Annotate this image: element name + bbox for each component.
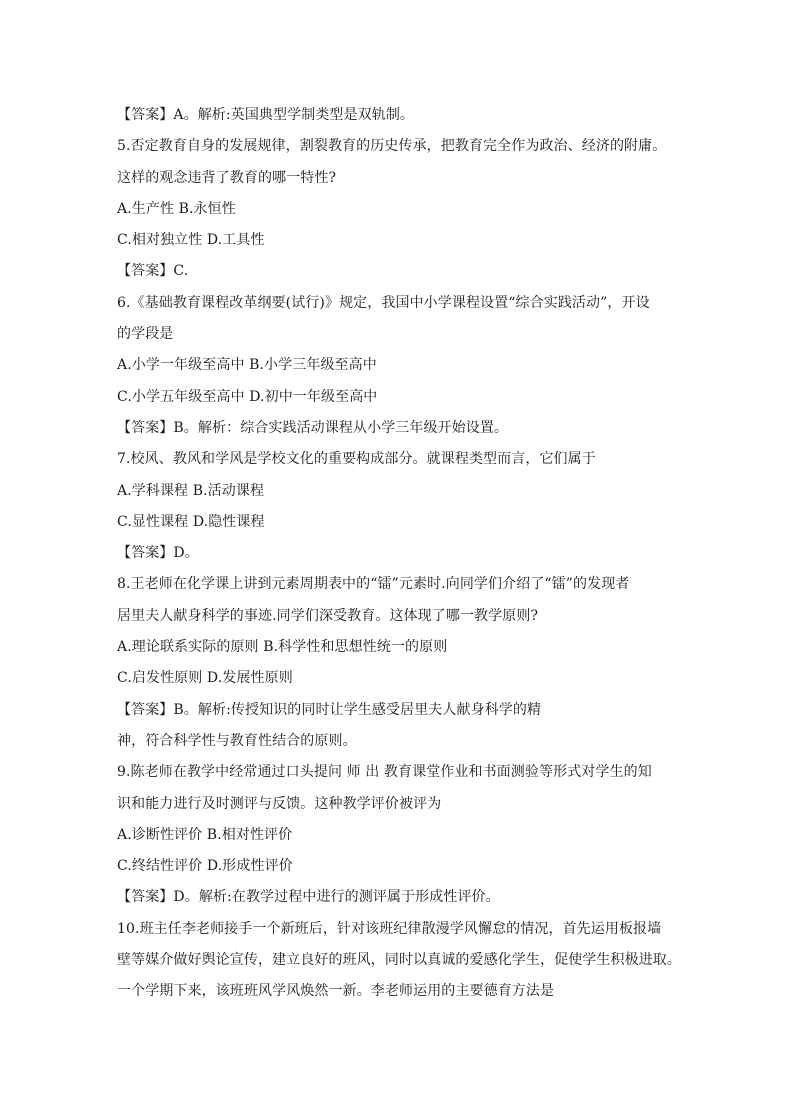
option-line: A.诊断性评价 B.相对性评价 — [117, 826, 293, 843]
question-10-line: 一个学期下来，该班班风学风焕然一新。李老师运用的主要德育方法是 — [117, 983, 555, 1000]
option-line: C.小学五年级至高中 D.初中一年级至高中 — [117, 388, 378, 405]
option-line: A.小学一年级至高中 B.小学三年级至高中 — [117, 357, 377, 374]
question-6-line: 的学段是 — [117, 326, 174, 343]
question-6-line: 6.《基础教育课程改革纲要(试行)》规定，我国中小学课程设置“综合实践活动”，开设 — [117, 294, 650, 311]
option-line: A.学科课程 B.活动课程 — [117, 482, 265, 499]
answer-line: 【答案】D。解析:在教学过程中进行的测评属于形成性评价。 — [117, 889, 500, 906]
question-10-line: 壁等媒介做好舆论宣传，建立良好的班风，同时以真诚的爱感化学生，促使学生积极进取。 — [117, 952, 681, 969]
answer-line: 【答案】A。解析:英国典型学制类型是双轨制。 — [117, 107, 415, 123]
question-5-line: 这样的观念违背了教育的哪一特性? — [117, 169, 337, 186]
answer-line: 【答案】D。 — [117, 545, 199, 562]
question-5-line: 5.否定教育自身的发展规律，割裂教育的历史传承，把教育完全作为政治、经济的附庸。 — [117, 138, 667, 155]
option-line: C.显性课程 D.隐性课程 — [117, 513, 265, 530]
answer-line: 神，符合科学性与教育性结合的原则。 — [117, 732, 357, 749]
answer-line: 【答案】B。解析:传授知识的同时让学生感受居里夫人献身科学的精 — [117, 701, 542, 718]
question-8-line: 8.王老师在化学课上讲到元素周期表中的“镭”元素时.向同学们介绍了“镭”的发现者 — [117, 576, 630, 593]
document-text-block — [117, 100, 687, 1008]
option-line: A.生产性 B.永恒性 — [117, 200, 236, 217]
option-line: C.终结性评价 D.形成性评价 — [117, 858, 293, 875]
answer-line: 【答案】C. — [117, 263, 189, 280]
option-line: A.理论联系实际的原则 B.科学性和思想性统一的原则 — [117, 639, 448, 656]
question-9-line: 9.陈老师在教学中经常通过口头提问 师 出 教育课堂作业和书面测验等形式对学生的知 — [117, 764, 652, 781]
question-8-line: 居里夫人献身科学的事迹.同学们深受教育。这体现了哪一教学原则? — [117, 607, 539, 624]
option-line: C.相对独立性 D.工具性 — [117, 232, 265, 249]
option-line: C.启发性原则 D.发展性原则 — [117, 670, 293, 687]
question-7-line: 7.校风、教风和学风是学校文化的重要构成部分。就课程类型而言，它们属于 — [117, 451, 596, 468]
answer-line: 【答案】B。解析：综合实践活动课程从小学三年级开始设置。 — [117, 419, 509, 436]
question-9-line: 识和能力进行及时测评与反馈。这种教学评价被评为 — [117, 795, 442, 812]
question-10-line: 10.班主任李老师接手一个新班后，针对该班纪律散漫学风懈怠的情况，首先运用板报墙 — [117, 920, 662, 937]
